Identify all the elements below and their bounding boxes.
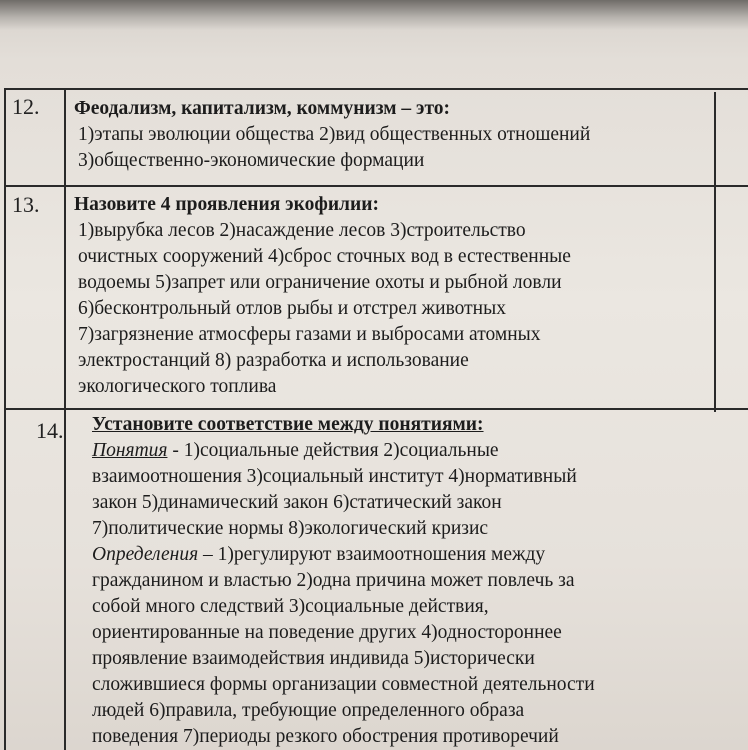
question-number-14: 14. — [36, 418, 64, 443]
question-14-concepts-line — [92, 438, 732, 464]
question-13-line-4: 6)бесконтрольный отлов рыбы и отстрел животных — [78, 298, 506, 319]
question-14-line-a1: взаимоотношения 3)социальный институт 4)нормативный — [92, 466, 577, 487]
question-14 — [92, 412, 732, 750]
table-left-border — [4, 88, 6, 750]
definitions-first-line: – 1)регулируют взаимоотношения между — [198, 544, 546, 565]
concepts-first-line: - 1)социальные действия 2)социальные — [167, 440, 499, 461]
question-14-line-b7: поведения 7)периоды резкого обострения противоречий — [92, 726, 559, 747]
question-13-line-1: 1)вырубка лесов 2)насаждение лесов 3)строительство — [78, 220, 526, 241]
row-divider-13-14 — [4, 408, 748, 410]
question-13-line-5: 7)загрязнение атмосферы газами и выбросами атомных — [78, 324, 541, 345]
concepts-label: Понятия — [92, 440, 168, 461]
table-top-border — [4, 88, 748, 90]
question-13 — [74, 192, 734, 400]
question-12-line-2: 3)общественно-экономические формации — [78, 150, 425, 171]
question-13-line-6: электростанций 8) разработка и использование — [78, 350, 469, 371]
row-divider-12-13 — [4, 185, 748, 187]
question-14-title: Установите соответствие между понятиями: — [92, 414, 484, 435]
question-14-line-b3: ориентированные на поведение других 4)одностороннее — [92, 622, 562, 643]
question-12-title: Феодализм, капитализм, коммунизм – это: — [74, 98, 451, 119]
question-14-line-b2: собой много следствий 3)социальные действия, — [92, 596, 489, 617]
question-number-12: 12. — [12, 94, 40, 119]
question-14-line-a2: закон 5)динамический закон 6)статический закон — [92, 492, 502, 513]
question-13-line-7: экологического топлива — [78, 376, 277, 397]
question-14-line-b1: гражданином и властью 2)одна причина может повлечь за — [92, 570, 575, 591]
table-number-column-divider — [64, 88, 66, 750]
question-13-line-2: очистных сооружений 4)сброс сточных вод в естественные — [78, 246, 571, 267]
question-13-title: Назовите 4 проявления экофилии: — [74, 194, 379, 215]
question-13-line-3: водоемы 5)запрет или ограничение охоты и рыбной ловли — [78, 272, 562, 293]
question-14-line-a3: 7)политические нормы 8)экологический кризис — [92, 518, 489, 539]
question-14-line-b4: проявление взаимодействия индивида 5)исторически — [92, 648, 535, 669]
question-12 — [74, 96, 734, 174]
question-14-line-b5: сложившиеся формы организации совместной деятельности — [92, 674, 595, 695]
definitions-label: Определения — [92, 544, 199, 565]
question-14-definitions-line — [92, 542, 732, 568]
page-top-shadow — [0, 0, 748, 30]
question-12-line-1: 1)этапы эволюции общества 2)вид общественных отношений — [78, 124, 591, 145]
question-14-line-b6: людей 6)правила, требующие определенного образа — [92, 700, 525, 721]
question-number-13: 13. — [12, 192, 40, 217]
